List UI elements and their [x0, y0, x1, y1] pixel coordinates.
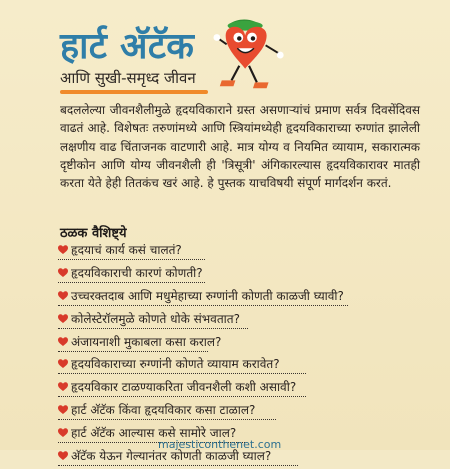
heart-bullet-icon [58, 451, 68, 461]
item-underline [58, 418, 276, 420]
item-underline [58, 281, 205, 283]
list-item [58, 309, 408, 332]
list-item-text: हार्ट अ‍ॅटॅक आल्यास कसे सामोरे जाल? [71, 426, 237, 441]
list-item [58, 240, 408, 263]
heart-bullet-icon [58, 382, 68, 392]
list-item [58, 263, 408, 286]
list-item-text: कोलेस्टेरॉलमुळे कोणते धोके संभवतात? [71, 311, 240, 326]
heart-bullet-icon [58, 245, 68, 255]
features-list [58, 240, 408, 469]
list-item [58, 400, 408, 423]
list-item-text: हृदयविकाराची कारणं कोणती? [71, 265, 203, 280]
page-title: हार्ट अ‍ॅटॅक [60, 26, 195, 67]
list-item-text: अ‍ॅटॅक येऊन गेल्यानंतर कोणती काळजी घ्याल? [71, 449, 272, 464]
heart-bullet-icon [58, 337, 68, 347]
heart-bullet-icon [58, 359, 68, 369]
heart-mascot-icon [212, 18, 290, 96]
list-item [58, 377, 408, 400]
list-item-text: अंजायनाशी मुकाबला कसा कराल? [71, 334, 222, 349]
list-item-text: उच्चरक्तदाब आणि मधुमेहाच्या रुग्णांनी कोणती काळजी घ्यावी? [71, 288, 344, 303]
item-underline [58, 372, 306, 374]
heart-bullet-icon [58, 428, 68, 438]
item-underline [58, 327, 248, 329]
watermark: majesticonthenet.com [158, 438, 282, 451]
intro-paragraph: बदललेल्या जीवनशैलीमुळे हृदयविकाराने ग्रस्त असणाऱ्यांचं प्रमाण सर्वत्र दिवसेंदिवस वाढतं आहे. विशेषतः तरुणांमध्ये आणि स्त्रियांमध्येही हृदयविकाराच्या रुग्णांत झालेली लक्षणीय वाढ चिंताजनक वाटणारी आहे. मात्र योग्य व नियमित व्यायाम, सकारात्मक दृष्टीकोन आणि योग्य जीवनशैली ही 'त्रिसूत्री' अंगिकारल्यास हृदयविकारावर मातही करता येते हेही तितकंच खरं आहे. हे पुस्तक याचविषयी संपूर्ण मार्गदर्शन करतं. [60, 103, 420, 191]
item-underline [58, 464, 298, 466]
list-item [58, 332, 408, 355]
page-subtitle: आणि सुखी-समृध्द जीवन [60, 69, 196, 87]
features-heading: ठळक वैशिष्ट्ये [60, 226, 127, 241]
item-underline [58, 304, 348, 306]
list-item-text: हार्ट अ‍ॅटॅक किंवा हृदयविकार कसा टाळाल? [71, 403, 256, 418]
item-underline [58, 350, 208, 352]
item-underline [58, 395, 306, 397]
list-item-text: हृदयविकार टाळण्याकरिता जीवनशैली कशी असावी? [71, 380, 297, 395]
item-underline [58, 258, 205, 260]
heart-bullet-icon [58, 291, 68, 301]
list-item-text: हृदयविकाराच्या रुग्णांनी कोणते व्यायाम करावेत? [71, 357, 280, 372]
list-item-text: हृदयाचं कार्य कसं चालतं? [71, 243, 182, 257]
heart-bullet-icon [58, 405, 68, 415]
subtitle-underline [60, 90, 208, 94]
list-item [58, 286, 408, 309]
heart-bullet-icon [58, 268, 68, 278]
heart-bullet-icon [58, 314, 68, 324]
list-item [58, 354, 408, 377]
